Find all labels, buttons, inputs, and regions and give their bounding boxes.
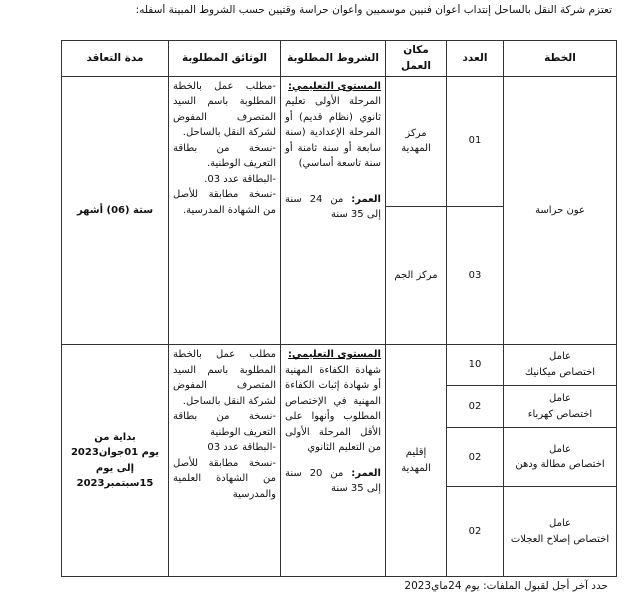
document-item: -البطاقة عدد 03 [207,442,276,454]
document-item: -نسخة مطابقة للأصل من الشهادة العلمية والمدرسية [173,457,276,500]
place-cell: مركز الجم [386,206,447,344]
duration-line: يوم 01جوان2023 [70,447,160,459]
plan-cell [504,345,617,386]
document-item: مطلب عمل بالخطة المطلوبة باسم السيد المتصرف المفوض لشركة النقل بالساحل. [173,349,276,407]
age-text: من 20 سنة إلى 35 سنة [285,467,381,495]
plan-cell [504,385,617,428]
count-cell: 01 [447,76,504,206]
education-label: المستوى التعليمي: [288,349,381,361]
plan-line: عامل [549,351,571,363]
table-row [62,76,617,206]
place-cell: مركز المهدية [386,76,447,206]
header-conditions: الشروط المطلوبة [281,41,386,77]
header-plan: الخطة [504,41,617,77]
count-cell: 10 [447,345,504,386]
plan-line: اختصاص كهرباء [527,408,593,420]
document-item: -البطاقة عدد 03. [204,173,276,185]
plan-line: عامل [549,518,571,530]
document-item: -نسخة من بطاقة التعريف الوطنية. [173,142,276,170]
education-label: المستوى التعليمي: [288,80,381,92]
plan-line: اختصاص مطالة ودهن [515,459,605,471]
count-cell: 02 [447,428,504,487]
duration-cell [62,345,169,577]
plan-cell [504,487,617,577]
place-cell: إقليم المهدية [386,345,447,577]
documents-cell [169,76,281,345]
recruitment-table [61,40,617,577]
duration-line: إلى يوم [95,462,135,474]
plan-line: اختصاص إصلاح العجلات [510,533,610,545]
plan-cell [504,428,617,487]
header-place: مكان العمل [386,41,447,77]
header-documents: الوثائق المطلوبة [169,41,281,77]
table-row [62,345,617,386]
table-header-row [62,41,617,77]
count-cell: 03 [447,206,504,344]
plan-line: اختصاص ميكانيك [524,366,596,378]
deadline-note: حدد آخر أجل لقبول الملفات: يوم 24ماي2023 [404,580,608,592]
age-label: العمر: [351,193,381,205]
age-label: العمر: [351,467,381,479]
plan-line: عامل [549,393,571,405]
education-text: شهادة الكفاءة المهنية أو شهادة إثبات الكفاءة المهنية في الإختصاص المطلوب وأنهوا على الأقل المرحلة الأولى من التعليم الثانوي [285,364,381,454]
count-cell: 02 [447,487,504,577]
plan-guard: عون حراسة [504,76,617,345]
count-cell: 02 [447,385,504,428]
conditions-cell [281,345,386,577]
age-text: من 24 سنة إلى 35 سنة [285,193,381,221]
header-duration: مدة التعاقد [62,41,169,77]
education-text: المرحلة الأولى تعليم ثانوي (نظام قديم) أو المرحلة الإعدادية (سنة سابعة أو سنة ثامنة أو سنة تاسعة أساسي) [285,96,381,170]
document-item: -نسخة من بطاقة التعريف الوطنية [173,411,276,438]
documents-cell [169,345,281,577]
document-item: -نسخة مطابقة للأصل من الشهادة المدرسية. [173,189,276,216]
duration-line: 15سبتمبر2023 [76,478,154,490]
header-count: العدد [447,41,504,77]
plan-line: عامل [549,443,571,455]
duration-cell: ستة (06) أشهر [62,76,169,345]
intro-text: تعتزم شركة النقل بالساحل إنتداب أعوان فنيين موسميين وأعوان حراسة وقتيين حسب الشروط المبينة أسفله: [135,4,612,16]
duration-line: بداية من [94,431,136,443]
document-item: -مطلب عمل بالخطة المطلوبة باسم السيد المتصرف المفوض لشركة النقل بالساحل. [173,80,276,139]
conditions-cell [281,76,386,345]
